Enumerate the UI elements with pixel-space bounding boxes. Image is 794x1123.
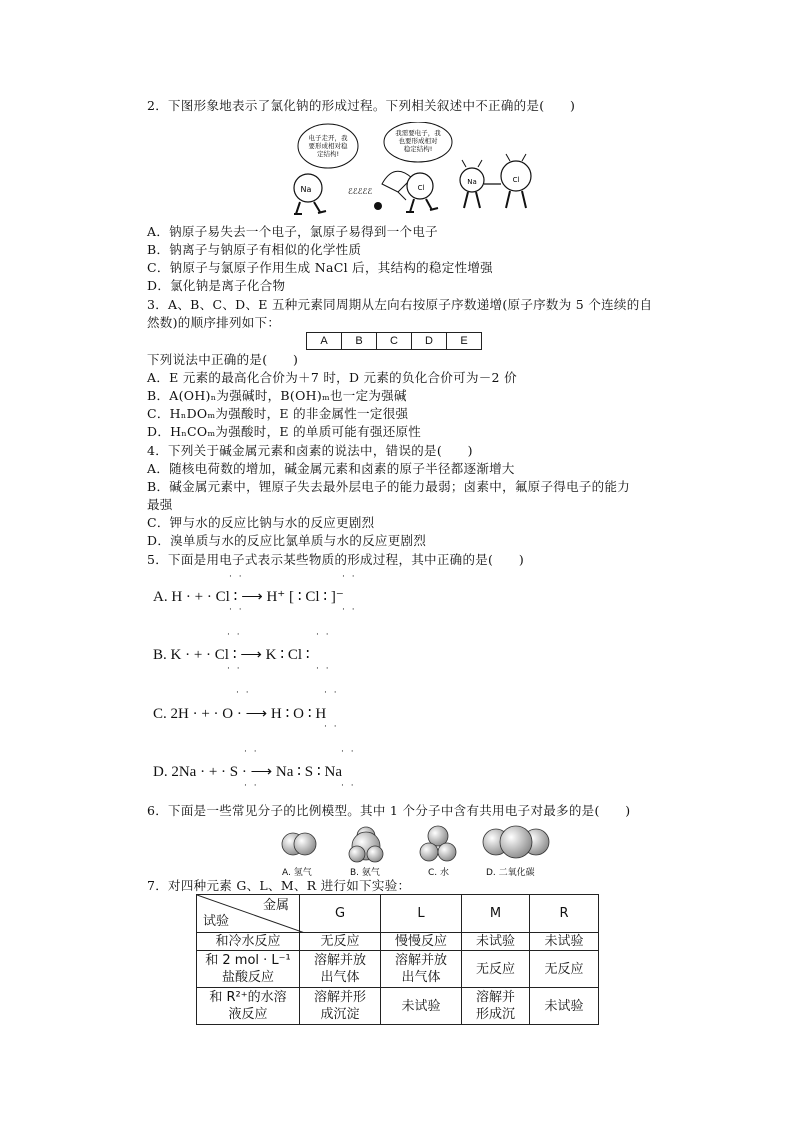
q5-equation-d: D. 2Na · + · S · ⟶ Na ∶ S ∶ Na xyxy=(153,764,342,780)
table-cell: 无反应 xyxy=(530,951,599,988)
dots-d-top1: · · xyxy=(244,747,259,757)
nh3-model xyxy=(349,827,383,862)
table-row xyxy=(197,933,599,951)
nacl-cartoon xyxy=(290,122,550,218)
caption-nh3: B. 氨气 xyxy=(350,868,380,878)
cl-atom-label: Cl xyxy=(417,184,425,192)
cell-line: 出气体 xyxy=(401,970,441,985)
cl-ion-label: Cl xyxy=(512,176,520,184)
table-cell: 未试验 xyxy=(530,933,599,951)
bubble2-line2: 也要形成相对 xyxy=(398,137,438,145)
cell-line: 形成沉 xyxy=(475,1007,515,1022)
q2-option-d: D．氯化钠是离子化合物 xyxy=(147,278,286,293)
na-atom-label: Na xyxy=(300,185,312,194)
col-header-m: M xyxy=(462,895,530,933)
dots-c-top1: · · xyxy=(236,688,251,698)
table-cell: 未试验 xyxy=(381,988,462,1025)
col-header-l: L xyxy=(381,895,462,933)
q3-stem-line2: 然数)的顺序排列如下： xyxy=(147,315,281,330)
q6-stem: 6．下面是一些常见分子的比例模型。其中 1 个分子中含有共用电子对最多的是( ) xyxy=(147,803,631,818)
table-cell xyxy=(462,988,530,1025)
row-label xyxy=(197,988,300,1025)
experiment-table xyxy=(196,894,599,1025)
molecule-models xyxy=(280,822,560,866)
q5-equation-c: C. 2H · + · O · ⟶ H ∶ O ∶ H xyxy=(153,706,327,722)
corner-header-metal: 金属 xyxy=(262,898,289,913)
table-cell xyxy=(300,951,381,988)
seq-cell-d: D xyxy=(412,333,447,350)
corner-cell xyxy=(197,895,300,933)
row-label-line: 盐酸反应 xyxy=(221,970,274,985)
dots-d-bot1: · · xyxy=(244,781,259,791)
caption-h2o: C. 水 xyxy=(428,868,450,878)
dots-a-bot2: · · xyxy=(342,605,357,615)
row-label-line: 和 R²⁺的水溶 xyxy=(209,990,287,1005)
row-label-line: 液反应 xyxy=(228,1007,268,1022)
q7-stem: 7．对四种元素 G、L、M、R 进行如下实验： xyxy=(147,878,411,893)
dots-c-bot: · · xyxy=(324,722,339,732)
q5-equation-b: B. K · + · Cl ∶ ⟶ K ∶ Cl ∶ xyxy=(153,647,310,663)
table-row xyxy=(197,951,599,988)
element-sequence-table xyxy=(306,332,482,350)
q3-option-b: B．A(OH)ₙ为强碱时，B(OH)ₘ也一定为强碱 xyxy=(147,388,407,403)
q5-stem: 5．下面是用电子式表示某些物质的形成过程，其中正确的是( ) xyxy=(147,552,525,567)
cell-line: 出气体 xyxy=(320,970,360,985)
dots-a-top2: · · xyxy=(342,572,357,582)
seq-cell-e: E xyxy=(447,333,482,350)
caption-h2: A. 氢气 xyxy=(282,868,312,878)
bubble2-line3: 稳定结构! xyxy=(403,145,433,153)
bubble2-line1: 我需要电子，我 xyxy=(395,129,441,137)
co2-model xyxy=(483,826,549,858)
cell-line: 溶解并放 xyxy=(313,953,366,968)
bubble1-line2: 要形成相对稳 xyxy=(308,142,348,150)
row-label-line: 和 2 mol · L⁻¹ xyxy=(205,953,291,968)
col-header-g: G xyxy=(300,895,381,933)
dots-b-bot1: · · xyxy=(227,664,242,674)
h2o-model xyxy=(420,826,456,861)
table-cell: 未试验 xyxy=(530,988,599,1025)
dots-b-top2: · · xyxy=(316,630,331,640)
cell-line: 成沉淀 xyxy=(320,1007,360,1022)
q4-option-b-cont: 最强 xyxy=(147,497,173,512)
q4-stem: 4．下列关于碱金属元素和卤素的说法中，错误的是( ) xyxy=(147,443,473,458)
na-ion-label: Na xyxy=(467,178,477,186)
cell-line: 溶解并放 xyxy=(394,953,447,968)
q4-option-a: A．随核电荷数的增加，碱金属元素和卤素的原子半径都逐渐增大 xyxy=(147,461,515,476)
table-cell: 慢慢反应 xyxy=(381,933,462,951)
table-cell: 无反应 xyxy=(300,933,381,951)
bubble1-line3: 定结构! xyxy=(316,150,340,158)
cell-line: 溶解并形 xyxy=(313,990,366,1005)
svg-text:ℰℰℰℰℰ: ℰℰℰℰℰ xyxy=(348,187,373,196)
seq-cell-c: C xyxy=(377,333,412,350)
table-cell: 无反应 xyxy=(462,951,530,988)
seq-cell-a: A xyxy=(307,333,342,350)
table-cell: 未试验 xyxy=(462,933,530,951)
h2-model xyxy=(282,833,316,855)
dots-a-bot1: · · xyxy=(229,605,244,615)
q4-option-c: C．钾与水的反应比钠与水的反应更剧烈 xyxy=(147,515,375,530)
q3-ask: 下列说法中正确的是( ) xyxy=(147,352,299,367)
row-label xyxy=(197,951,300,988)
dots-d-bot2: · · xyxy=(341,781,356,791)
row-label: 和冷水反应 xyxy=(197,933,300,951)
dots-d-top2: · · xyxy=(341,747,356,757)
bubble1-line1: 电子走开，我 xyxy=(308,134,348,142)
q2-stem: 2．下图形象地表示了氯化钠的形成过程。下列相关叙述中不正确的是( ) xyxy=(147,98,576,113)
q4-option-d: D．溴单质与水的反应比氯单质与水的反应更剧烈 xyxy=(147,533,427,548)
dots-b-top1: · · xyxy=(227,630,242,640)
table-cell xyxy=(300,988,381,1025)
q2-option-a: A．钠原子易失去一个电子，氯原子易得到一个电子 xyxy=(147,224,438,239)
q5-equation-a: A. H · + · Cl ∶ ⟶ H⁺ [ ∶ Cl ∶ ]⁻ xyxy=(153,589,344,605)
caption-co2: D. 二氧化碳 xyxy=(486,868,535,878)
table-row xyxy=(197,988,599,1025)
table-cell xyxy=(381,951,462,988)
seq-cell-b: B xyxy=(342,333,377,350)
q2-option-c: C．钠原子与氯原子作用生成 NaCl 后，其结构的稳定性增强 xyxy=(147,260,493,275)
q3-option-c: C．HₙDOₘ为强酸时，E 的非金属性一定很强 xyxy=(147,406,409,421)
col-header-r: R xyxy=(530,895,599,933)
electron-icon xyxy=(374,202,382,210)
dots-c-top2: · · xyxy=(324,688,339,698)
q3-stem-line1: 3．A、B、C、D、E 五种元素同周期从左向右按原子序数递增(原子序数为 5 个连续的自 xyxy=(147,297,653,312)
q2-option-b: B．钠离子与钠原子有相似的化学性质 xyxy=(147,242,362,257)
q4-option-b: B．碱金属元素中，锂原子失去最外层电子的能力最弱；卤素中，氟原子得电子的能力 xyxy=(147,479,631,494)
corner-header-test: 试验 xyxy=(203,914,230,929)
cell-line: 溶解并 xyxy=(475,990,515,1005)
dots-b-bot2: · · xyxy=(316,664,331,674)
dots-a-top1: · · xyxy=(229,572,244,582)
q3-option-a: A．E 元素的最高化合价为＋7 时，D 元素的负化合价可为－2 价 xyxy=(147,370,517,385)
q3-option-d: D．HₙCOₘ为强酸时，E 的单质可能有强还原性 xyxy=(147,424,422,439)
